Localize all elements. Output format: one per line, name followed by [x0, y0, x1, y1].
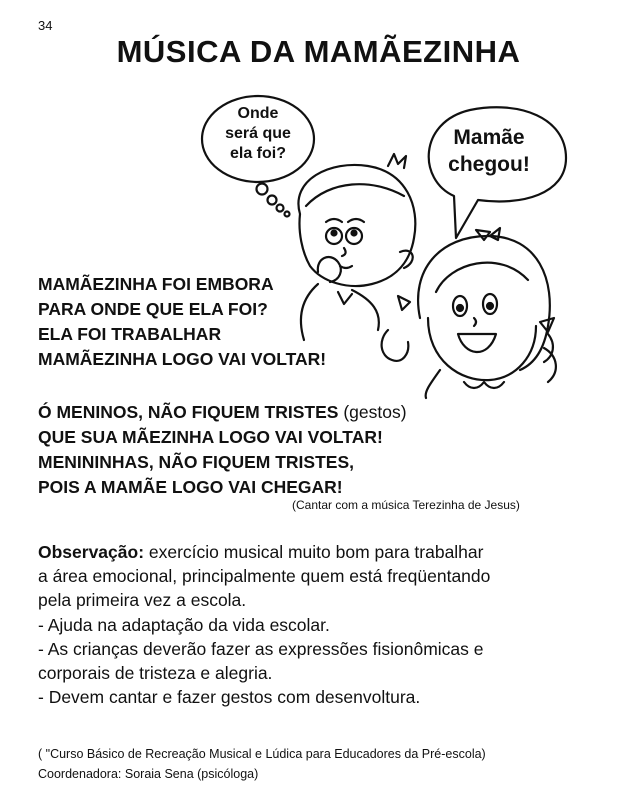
note-line: - Devem cantar e fazer gestos com desenvoltura.: [38, 687, 421, 708]
thought-line: ela foi?: [229, 145, 286, 162]
note-line: a área emocional, principalmente quem está freqüentando: [38, 566, 491, 587]
observation-notes: [38, 540, 598, 709]
source-line: Coordenadora: Soraia Sena (psicóloga): [38, 767, 259, 781]
lyric-line: QUE SUA MÃEZINHA LOGO VAI VOLTAR!: [38, 427, 383, 447]
gesture-note: (gestos): [343, 402, 407, 422]
lyric-line: POIS A MAMÃE LOGO VAI CHEGAR!: [38, 477, 343, 497]
note-text: exercício musical muito bom para trabalhar: [144, 542, 484, 562]
thought-line: será que: [225, 125, 291, 142]
thought-line: Onde: [237, 105, 279, 122]
thought-bubble-text: [205, 104, 311, 164]
note-line: - Ajuda na adaptação da vida escolar.: [38, 614, 330, 635]
lyric-line: MAMÃEZINHA FOI EMBORA: [38, 274, 274, 294]
speech-line: Mamãe: [453, 126, 525, 149]
lyric-line: PARA ONDE QUE ELA FOI?: [38, 299, 268, 319]
speech-line: chegou!: [448, 153, 530, 177]
girl-figure: [382, 228, 556, 398]
song-credit: (Cantar com a música Terezinha de Jesus): [292, 498, 520, 512]
speech-bubble-text: [430, 124, 548, 179]
note-line: corporais de tristeza e alegria.: [38, 663, 273, 684]
lyric-text: Ó MENINOS, NÃO FIQUEM TRISTES: [38, 402, 339, 422]
lyric-line: ELA FOI TRABALHAR: [38, 324, 222, 344]
page-title: MÚSICA DA MAMÃEZINHA: [116, 34, 521, 69]
note-line: pela primeira vez a escola.: [38, 590, 247, 611]
note-label: Observação:: [38, 542, 145, 562]
note-line: - As crianças deverão fazer as expressões fisionômicas e: [38, 638, 484, 659]
source-line: ( "Curso Básico de Recreação Musical e Lúdica para Educadores da Pré-escola): [38, 747, 486, 761]
note-line: [38, 540, 598, 564]
lyric-line: MAMÃEZINHA LOGO VAI VOLTAR!: [38, 349, 327, 369]
lyric-line: [38, 400, 407, 426]
boy-figure: [298, 154, 415, 340]
source-citation: [38, 744, 486, 784]
lyric-line: MENININHAS, NÃO FIQUEM TRISTES,: [38, 452, 354, 472]
page-number: 34: [38, 18, 53, 33]
